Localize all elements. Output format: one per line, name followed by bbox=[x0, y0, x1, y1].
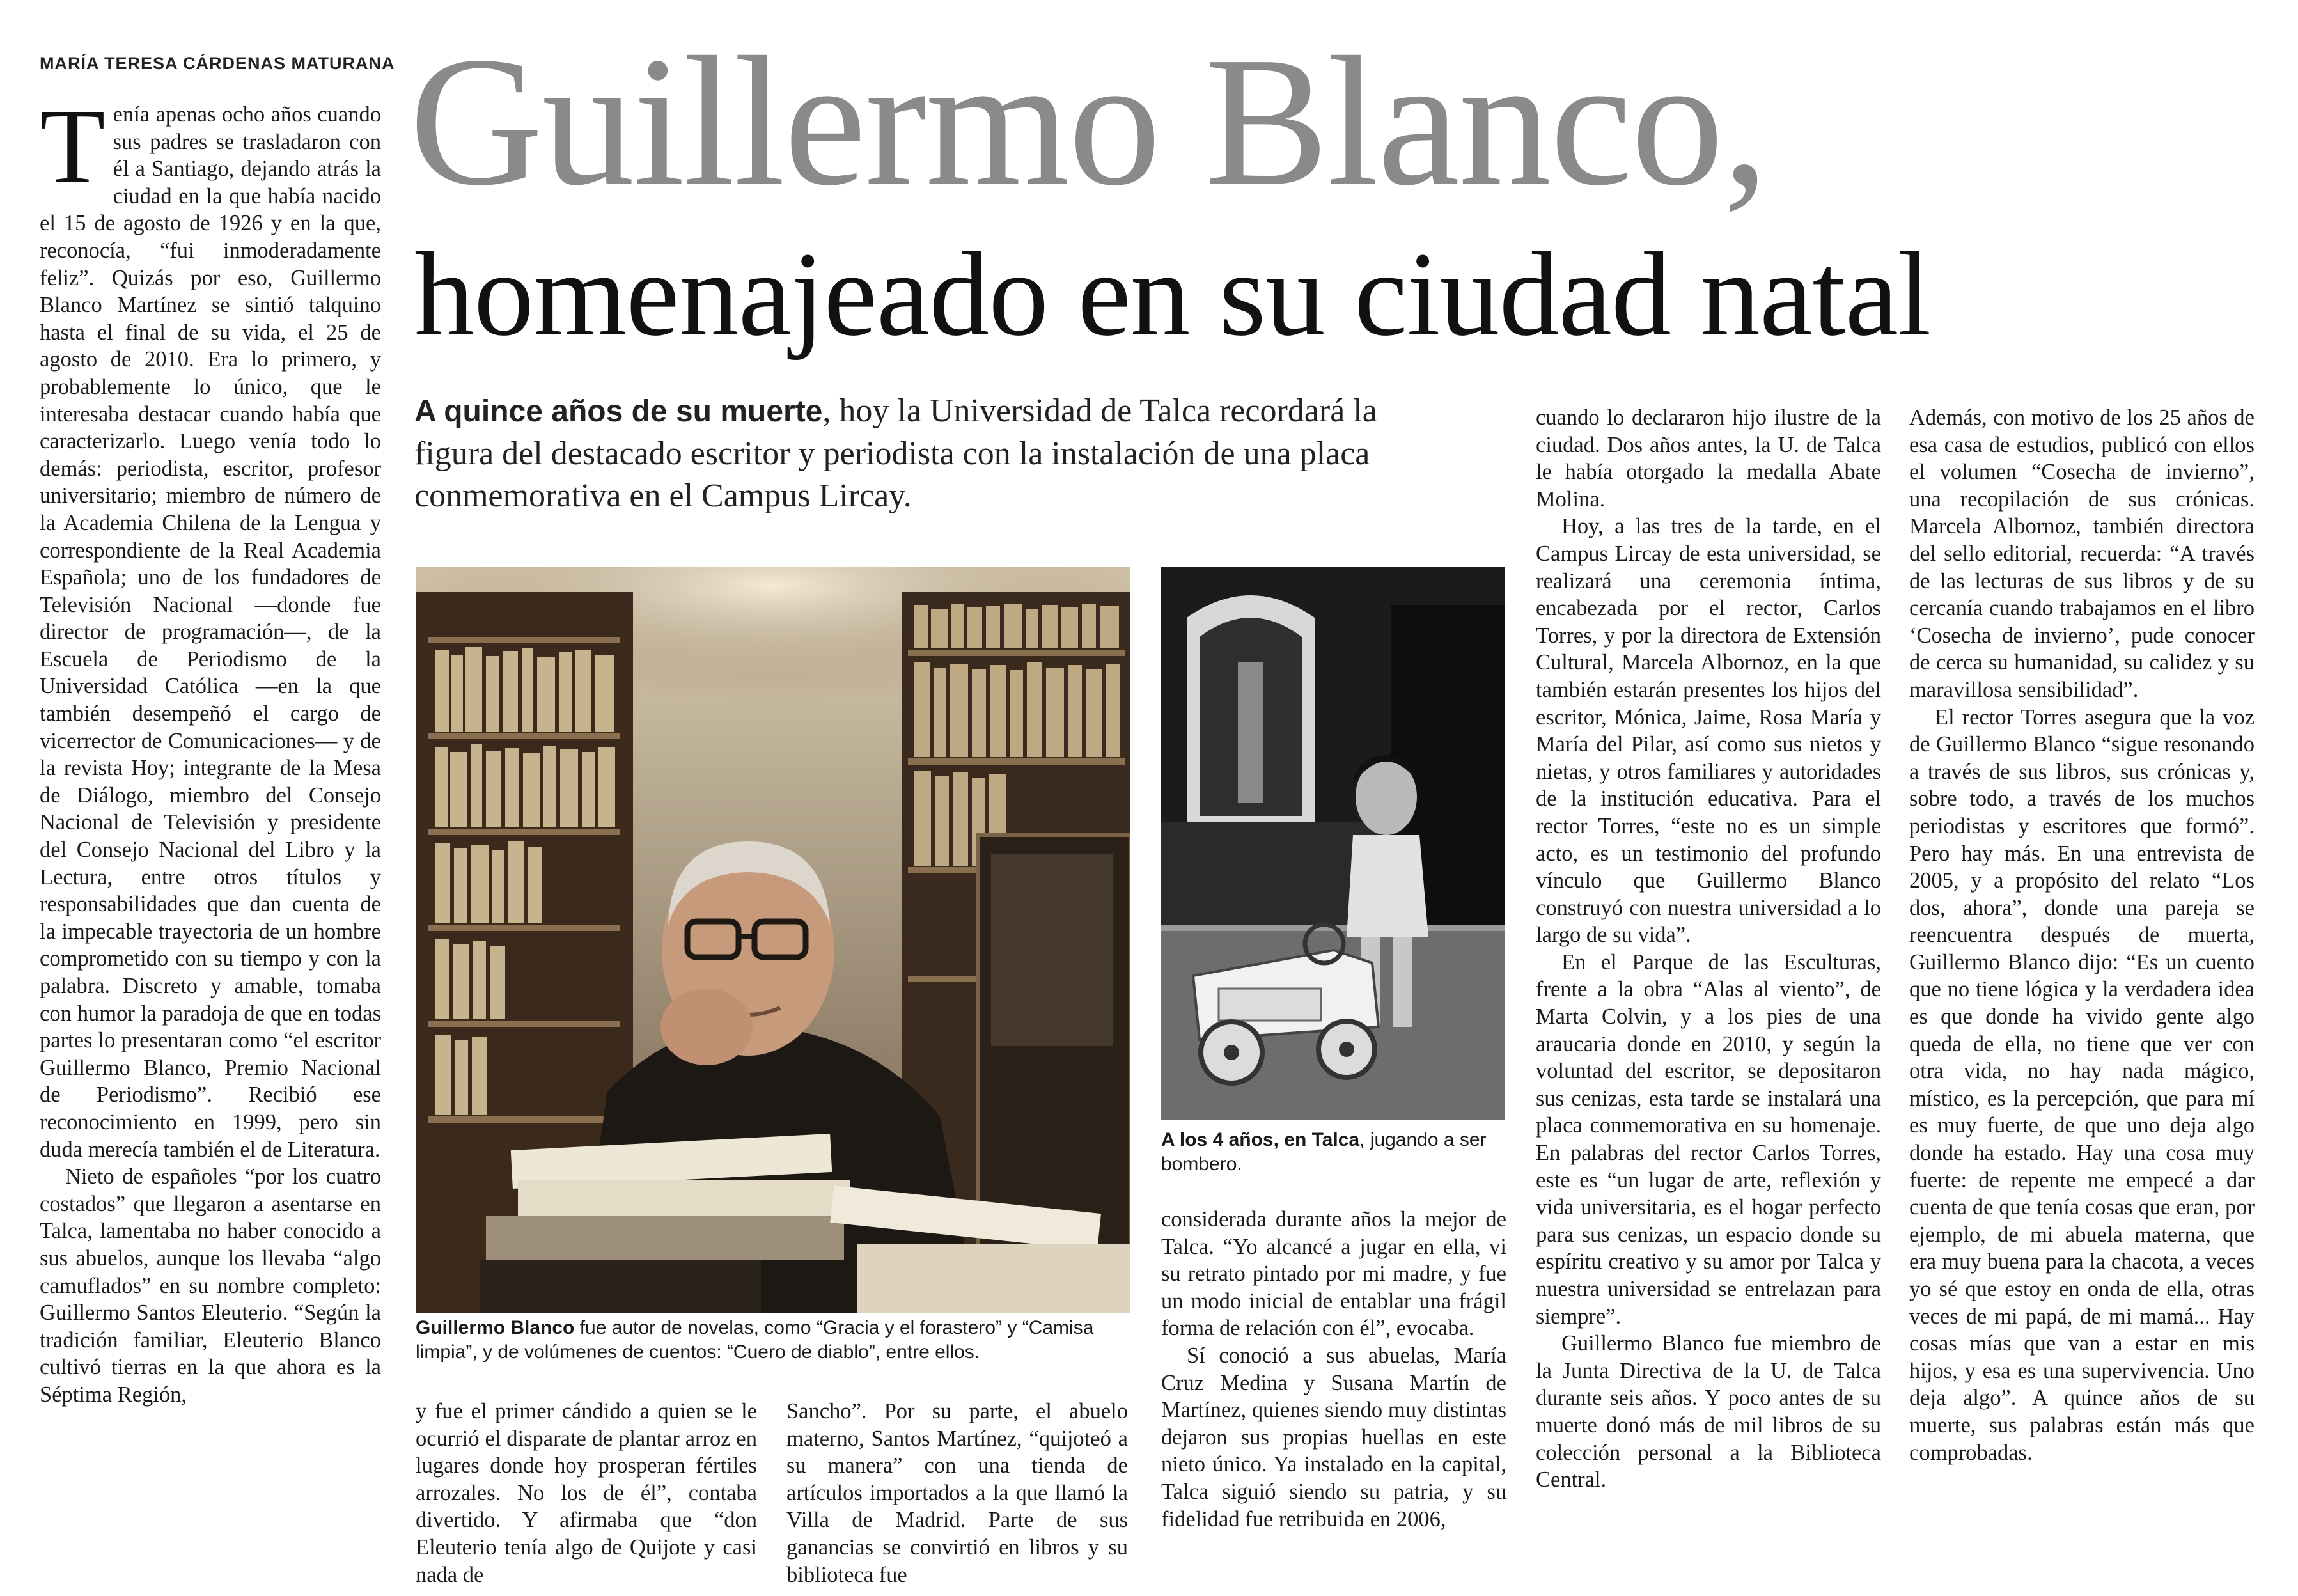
column-6 bbox=[1909, 404, 2255, 1596]
main-photo bbox=[416, 567, 1130, 1313]
column-4-paragraph-2: Sí conoció a sus abuelas, María Cruz Medina y Susana Martín de Martínez, quienes siendo muy distintas dejaron sus propias huellas en este nieto único. Ya instalado en la capital, Talca siguió siendo su patria, y su fidelidad fue retribuida en 2006, bbox=[1161, 1343, 1506, 1531]
drop-cap: T bbox=[40, 101, 106, 206]
column-1-paragraph-1: enía apenas ocho años cuando sus padres se trasladaron con él a Santiago, dejando atrás la ciudad en la que había nacido el 15 de agosto de 1926 y en la que, reconocía, “fui inmoderadamente feliz”. Quizás por eso, Guillermo Blanco Martínez se sintió talquino hasta el final de su vida, el 25 de agosto de 2010. Era lo primero, y probablemente lo único, que le interesaba destacar cuando había que caracterizarlo. Luego venía todo lo demás: periodista, escritor, profesor universitario; miembro de número de la Academia Chilena de la Lengua y correspondiente de la Real Academia Española; uno de los fundadores de Televisión Nacional —donde fue director de programación—, de la Escuela de Periodismo de la Universidad Católica —en la que también desempeñó el cargo de vicerrector de Comunicaciones— y de la revista Hoy; integrante de la Mesa de Diálogo, miembro del Consejo Nacional de Televisión y presidente del Consejo Nacional del Libro y la Lectura, entre otros títulos y responsabilidades que dan cuenta de la impecable trayectoria de un hombre comprometido con su tiempo y con la palabra. Discreto y amable, tomaba con humor la paradoja de que en todas partes lo presentaran como “el escritor Guillermo Blanco, Premio Nacional de Periodismo”. Recibió ese reconocimiento en 1999, pero sin duda merecía también el de Literatura. bbox=[40, 102, 381, 1162]
main-photo-caption-text: fue autor de novelas, como “Gracia y el forastero” y “Camisa limpia”, y de volúmenes de cuentos: “Cuero de diablo”, entre ellos. bbox=[416, 1317, 1094, 1363]
byline: MARÍA TERESA CÁRDENAS MATURANA bbox=[40, 54, 395, 73]
main-photo-caption-name: Guillermo Blanco bbox=[416, 1317, 575, 1338]
lead-text: , hoy la Universidad de Talca recordará la figura del destacado escritor y periodista con la instalación de una placa conmemorativa en el Campus Lircay. bbox=[414, 393, 1377, 514]
child-photo-caption-text: , jugando a ser bombero. bbox=[1161, 1129, 1487, 1175]
headline-line-1: Guillermo Blanco, bbox=[409, 19, 1768, 224]
column-4 bbox=[1161, 1206, 1506, 1596]
column-5-paragraph-1: cuando lo declararon hijo ilustre de la ciudad. Dos años antes, la U. de Talca le había otorgado la medalla Abate Molina. bbox=[1536, 405, 1881, 512]
child-photo-caption bbox=[1161, 1128, 1506, 1177]
column-4-paragraph-1: considerada durante años la mejor de Talca. “Yo alcancé a jugar en ella, vi su retrato pintado por mi madre, y fue un modo inicial de entablar una frágil forma de relación con él”, evocaba. bbox=[1161, 1207, 1506, 1341]
main-photo-illustration bbox=[416, 567, 1130, 1313]
column-5-paragraph-3: En el Parque de las Esculturas, frente a la obra “Alas al viento”, de Marta Colvin, y a los pies de una araucaria donde en 2010, y según la voluntad del escritor, se depositaron sus cenizas, esta tarde se instalará una placa conmemorativa en su homenaje. En palabras del rector Carlos Torres, este es “un lugar de arte, reflexión y vida universitaria, es el hogar perfecto para sus cenizas, un espacio donde su espíritu creativo y su amor por Talca y nuestra universidad se entrelazan para siempre”. bbox=[1536, 950, 1881, 1329]
child-photo bbox=[1161, 567, 1505, 1120]
column-3 bbox=[786, 1398, 1128, 1596]
headline-line-2: homenajeado en su ciudad natal bbox=[414, 227, 1931, 361]
column-2-paragraph: y fue el primer cándido a quien se le ocurrió el disparate de plantar arroz en lugares donde hoy prosperan fértiles arrozales. No los de él”, contaba divertido. Y afirmaba que “don Eleuterio tenía algo de Quijote y casi nada de bbox=[416, 1399, 757, 1587]
column-6-paragraph-2: El rector Torres asegura que la voz de Guillermo Blanco “sigue resonando a través de sus libros, sus crónicas y, sobre todo, a través de los muchos periodistas y escritores que formó”. Pero hay más. En una entrevista de 2005, y a propósito del relato “Los dos, ahora”, donde una pareja se reencuentra después de muerta, Guillermo Blanco dijo: “Es un cuento que no tiene lógica y la verdadera idea es que donde ha vivido gente algo queda de ella, no tiene que ver con otra vida, no hay nada mágico, místico, es la percepción, que para mí es muy fuerte, de que uno deja algo donde ha estado. Hay una cosa muy fuerte: de repente me empecé a dar cuenta de que tenía cosas que eran, por ejemplo, de mi abuela materna, que era muy buena para la chacota, a veces yo sé que estoy en onda de ella, otras veces de mi papá, de mi mamá... Hay cosas mías que van a estar en mis hijos, y esa es una supervivencia. Uno deja algo”. A quince años de su muerte, sus palabras están más que comprobadas. bbox=[1909, 705, 2255, 1465]
child-photo-caption-name: A los 4 años, en Talca bbox=[1161, 1129, 1360, 1150]
child-photo-illustration bbox=[1161, 567, 1505, 1120]
column-5-paragraph-2: Hoy, a las tres de la tarde, en el Campus Lircay de esta universidad, se realizará una ceremonia íntima, encabezada por el rector, Carlos Torres, y por la directora de Extensión Cultural, Marcela Albornoz, en la que también estarán presentes los hijos del escritor, Mónica, Jaime, Rosa María y María del Pilar, así como sus nietos y nietas, y otros familiares y autoridades de la institución educativa. Para el rector Torres, “este no es un simple acto, es un testimonio del profundo vínculo que Guillermo Blanco construyó con nuestra universidad a lo largo de su vida”. bbox=[1536, 514, 1881, 948]
column-3-paragraph: Sancho”. Por su parte, el abuelo materno, Santos Martínez, “quijoteó a su manera” con una tienda de artículos importados a la que llamó la Villa de Madrid. Parte de sus ganancias se convirtió en libros y su biblioteca fue bbox=[786, 1399, 1128, 1587]
lead-strong: A quince años de su muerte bbox=[414, 395, 823, 428]
main-photo-caption bbox=[416, 1316, 1130, 1365]
column-6-paragraph-1: Además, con motivo de los 25 años de esa casa de estudios, publicó con ellos el volumen “Cosecha de invierno”, una recopilación de sus crónicas. Marcela Albornoz, también directora del sello editorial, recuerda: “A través de las lecturas de sus libros y de su cercanía cuando trabajamos en el libro ‘Cosecha de invierno’, pude conocer de cerca su humanidad, su calidez y su maravillosa sensibilidad”. bbox=[1909, 405, 2255, 702]
column-2 bbox=[416, 1398, 757, 1596]
column-5 bbox=[1536, 404, 1881, 1596]
column-1-paragraph-2: Nieto de españoles “por los cuatro costados” que llegaron a asentarse en Talca, lamentaba no haber conocido a sus abuelos, aunque los llevaba “algo camuflados” en su nombre completo: Guillermo Santos Eleuterio. “Según la tradición familiar, Eleuterio Blanco cultivó tierras en la que ahora es la Séptima Región, bbox=[40, 1164, 381, 1407]
column-5-paragraph-4: Guillermo Blanco fue miembro de la Junta Directiva de la U. de Talca durante seis años. Y poco antes de su muerte donó más de mil libros de su colección personal a la Biblioteca Central. bbox=[1536, 1331, 1881, 1492]
lead-paragraph bbox=[414, 390, 1463, 517]
column-1 bbox=[40, 101, 381, 1591]
